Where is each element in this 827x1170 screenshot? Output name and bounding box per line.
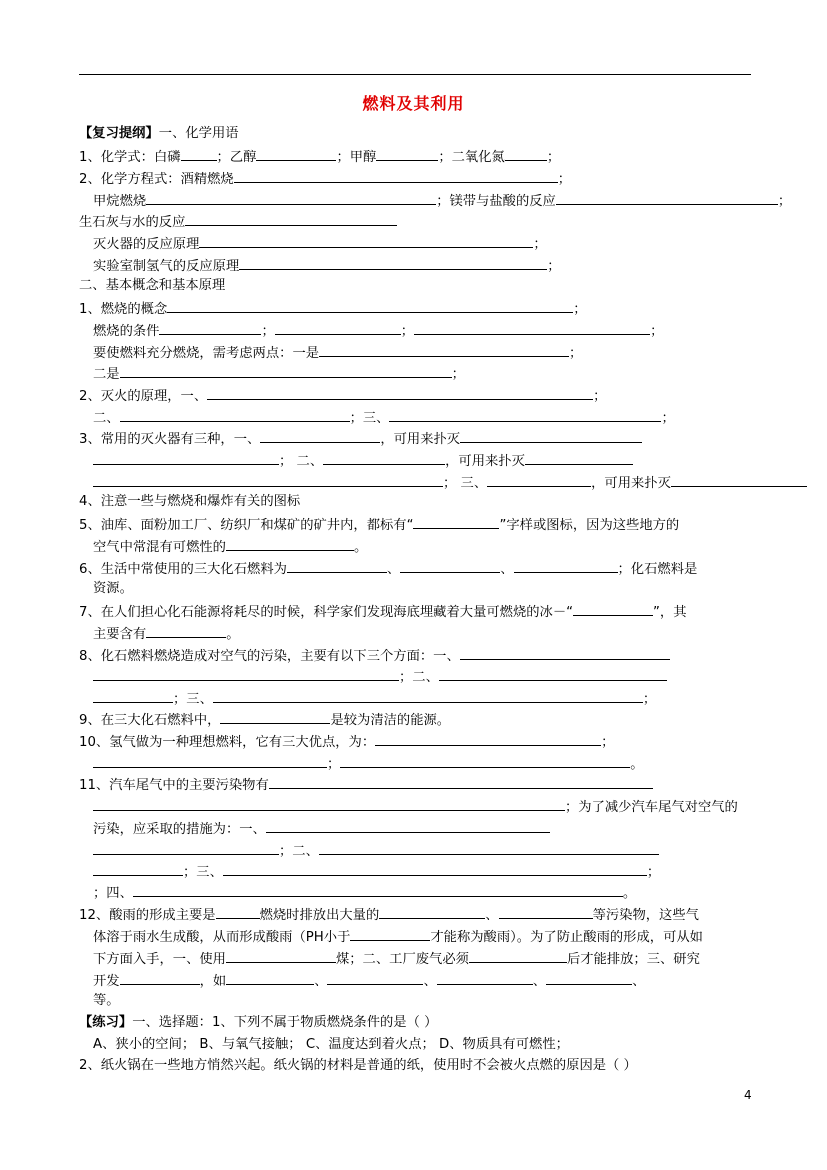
answer-blank[interactable] <box>514 560 618 573</box>
document-line <box>93 322 663 340</box>
answer-blank[interactable] <box>275 322 401 335</box>
line-text: ； <box>451 367 465 382</box>
document-line <box>79 387 606 405</box>
answer-blank[interactable] <box>185 213 397 226</box>
line-text: 、 <box>314 974 328 989</box>
line-text: 燃烧的条件 <box>93 324 160 339</box>
answer-blank[interactable] <box>93 668 399 681</box>
document-line <box>93 928 703 946</box>
answer-blank[interactable] <box>671 474 807 487</box>
answer-blank[interactable] <box>400 560 500 573</box>
page-number: 4 <box>744 1088 752 1102</box>
answer-blank[interactable] <box>220 711 330 724</box>
line-text: ；二、 <box>279 844 319 859</box>
line-text: ； <box>573 302 587 317</box>
answer-blank[interactable] <box>226 972 314 985</box>
line-text: ；为了减少汽车尾气对空气的 <box>565 800 738 815</box>
answer-blank[interactable] <box>266 820 550 833</box>
answer-blank[interactable] <box>319 842 659 855</box>
line-text: 。 <box>622 886 637 901</box>
line-text: ”，其 <box>653 605 687 620</box>
document-line <box>93 690 656 708</box>
line-text: ； <box>661 411 675 426</box>
line-text: 煤；二、工厂废气必须 <box>335 952 469 967</box>
answer-blank[interactable] <box>287 560 387 573</box>
answer-blank[interactable] <box>375 733 601 746</box>
line-text: ；二氧化氮 <box>438 150 505 165</box>
answer-blank[interactable] <box>207 387 593 400</box>
answer-blank[interactable] <box>546 972 632 985</box>
line-text: ； <box>601 735 615 750</box>
document-line <box>79 733 614 751</box>
line-text: 燃烧时排放出大量的 <box>259 908 380 923</box>
line-text: 。 <box>630 757 644 772</box>
document-line <box>93 863 660 881</box>
document-line <box>79 647 670 665</box>
answer-blank[interactable] <box>120 365 452 378</box>
header-rule <box>79 74 751 75</box>
line-text: 二、基本概念和基本原理 <box>79 278 226 293</box>
line-text: ； <box>533 237 547 252</box>
answer-blank[interactable] <box>226 950 336 963</box>
answer-blank[interactable] <box>93 690 173 703</box>
answer-blank[interactable] <box>487 474 591 487</box>
document-line <box>93 842 659 860</box>
document-line <box>79 711 450 729</box>
document-line <box>79 126 239 142</box>
document-line <box>93 538 367 556</box>
document-line <box>93 884 636 902</box>
document-line <box>79 560 697 578</box>
line-text: 、 <box>386 562 401 577</box>
line-text: 体溶于雨水生成酸，从而形成酸雨（PH小于 <box>93 930 351 945</box>
answer-blank[interactable] <box>556 192 778 205</box>
line-text: 甲烷燃烧 <box>93 194 147 209</box>
line-text: 9、在三大化石燃料中， <box>79 713 221 728</box>
answer-blank[interactable] <box>460 647 670 660</box>
line-text: 2、化学方程式：酒精燃烧 <box>79 172 234 187</box>
line-text: ；三、 <box>349 411 390 426</box>
answer-blank[interactable] <box>323 452 445 465</box>
answer-blank[interactable] <box>413 516 499 529</box>
line-text: ； <box>546 150 561 165</box>
line-text: ； <box>400 324 415 339</box>
line-text: ； <box>642 692 657 707</box>
answer-blank[interactable] <box>199 235 533 248</box>
document-line <box>93 1037 569 1053</box>
document-line <box>79 776 653 794</box>
document-line <box>93 993 120 1009</box>
line-text: 后才能排放；三、研究 <box>566 952 700 967</box>
line-text: 主要含有 <box>93 627 147 642</box>
line-text: 、 <box>423 974 437 989</box>
line-text: ；镁带与盐酸的反应 <box>436 194 556 209</box>
answer-blank[interactable] <box>120 409 350 422</box>
line-text: ； <box>650 324 664 339</box>
line-text: 1、化学式：白磷 <box>79 150 181 165</box>
line-text: ，可用来扑灭 <box>445 454 525 469</box>
section-heading: 【复习提纲】 <box>79 126 159 141</box>
answer-blank[interactable] <box>414 322 650 335</box>
document-line <box>93 668 667 686</box>
answer-blank[interactable] <box>376 148 438 161</box>
line-text: ；二、 <box>399 670 439 685</box>
line-text: 12、酸雨的形成主要是 <box>79 908 216 923</box>
line-text: ； <box>261 324 275 339</box>
answer-blank[interactable] <box>93 863 183 876</box>
document-line <box>79 148 560 166</box>
answer-blank[interactable] <box>350 928 430 941</box>
document-line <box>93 755 644 773</box>
line-text: 等。 <box>93 993 120 1008</box>
answer-blank[interactable] <box>505 148 547 161</box>
line-text: 。 <box>226 627 240 642</box>
line-text: 下方面入手，一、使用 <box>93 952 226 967</box>
line-text: 生石灰与水的反应 <box>79 215 186 230</box>
answer-blank[interactable] <box>223 863 647 876</box>
document-line <box>93 257 561 275</box>
answer-blank[interactable] <box>460 430 642 443</box>
line-text: ，可用来扑灭 <box>380 432 461 447</box>
answer-blank[interactable] <box>167 300 573 313</box>
line-text: 11、汽车尾气中的主要污染物有 <box>79 778 269 793</box>
line-text: 污染，应采取的措施为：一、 <box>93 822 266 837</box>
line-text: ；化石燃料是 <box>617 562 698 577</box>
line-text: ；四、 <box>93 886 133 901</box>
line-text: ； <box>569 346 583 361</box>
document-line <box>93 452 633 470</box>
line-text: ，如 <box>199 974 227 989</box>
answer-blank[interactable] <box>499 906 593 919</box>
answer-blank[interactable] <box>327 972 423 985</box>
line-text: 2、纸火锅在一些地方悄然兴起。纸火锅的材料是普通的纸，使用时不会被火点燃的原因是（ ） <box>79 1058 637 1073</box>
document-line <box>79 516 679 534</box>
answer-blank[interactable] <box>256 148 336 161</box>
document-line <box>79 213 397 231</box>
line-text: 7、在人们担心化石能源将耗尽的时候，科学家们发现海底埋藏着大量可燃烧的冰－“ <box>79 605 574 620</box>
line-text: 一、选择题：1、下列不属于物质燃烧条件的是（ ） <box>132 1015 438 1030</box>
document-line <box>79 1058 637 1074</box>
answer-blank[interactable] <box>525 452 633 465</box>
document-line <box>93 820 550 838</box>
answer-blank[interactable] <box>159 322 261 335</box>
line-text: ； <box>646 865 661 880</box>
document-line <box>79 278 225 294</box>
document-line <box>79 603 687 621</box>
document-line <box>93 581 133 597</box>
line-text: 资源。 <box>93 581 133 596</box>
document-line <box>79 430 642 448</box>
document-line <box>93 344 582 362</box>
document-line <box>93 798 738 816</box>
answer-blank[interactable] <box>319 344 569 357</box>
line-text: A、狭小的空间； B、与氧气接触； C、温度达到着火点； D、物质具有可燃性； <box>93 1037 569 1052</box>
document-line <box>93 192 791 210</box>
answer-blank[interactable] <box>120 972 200 985</box>
answer-blank[interactable] <box>93 452 279 465</box>
line-text: 、 <box>632 974 646 989</box>
line-text: 5、油库、面粉加工厂、纺织厂和煤矿的矿井内，都标有“ <box>79 518 414 533</box>
answer-blank[interactable] <box>239 257 547 270</box>
answer-blank[interactable] <box>146 192 436 205</box>
page-title: 燃料及其利用 <box>362 94 465 113</box>
line-text: 10、氢气做为一种理想燃料，它有三大优点，为： <box>79 735 376 750</box>
answer-blank[interactable] <box>469 950 567 963</box>
document-line <box>79 300 587 318</box>
answer-blank[interactable] <box>437 972 533 985</box>
line-text: ；三、 <box>173 692 213 707</box>
answer-blank[interactable] <box>93 755 327 768</box>
line-text: 、 <box>500 562 514 577</box>
answer-blank[interactable] <box>439 668 667 681</box>
answer-blank[interactable] <box>573 603 653 616</box>
answer-blank[interactable] <box>216 906 260 919</box>
document-line <box>93 235 547 253</box>
line-text: ，可用来扑灭 <box>591 476 671 491</box>
line-text: ； <box>593 389 607 404</box>
line-text: 8、化石燃料燃烧造成对空气的污染，主要有以下三个方面：一、 <box>79 649 460 664</box>
answer-blank[interactable] <box>133 884 623 897</box>
line-text: 空气中常混有可燃性的 <box>93 540 226 555</box>
document-line <box>93 972 645 990</box>
line-text: 要使燃料充分燃烧，需考虑两点：一是 <box>93 346 320 361</box>
document-line <box>93 950 700 968</box>
document-line <box>79 170 571 188</box>
answer-blank[interactable] <box>260 430 380 443</box>
line-text: 。 <box>353 540 368 555</box>
line-text: 6、生活中常使用的三大化石燃料为 <box>79 562 287 577</box>
line-text: ； 二、 <box>279 454 324 469</box>
document-line <box>93 409 675 427</box>
document-line <box>93 365 465 383</box>
line-text: 2、灭火的原理，一、 <box>79 389 208 404</box>
document-line <box>93 625 239 643</box>
answer-blank[interactable] <box>213 690 643 703</box>
line-text: ；三、 <box>183 865 223 880</box>
document-line <box>93 474 807 492</box>
answer-blank[interactable] <box>340 755 630 768</box>
line-text: ”字样或图标，因为这些地方的 <box>499 518 680 533</box>
line-text: 实验室制氢气的反应原理 <box>93 259 240 274</box>
line-text: 才能称为酸雨）。为了防止酸雨的形成，可从如 <box>430 930 703 945</box>
document-line <box>79 1015 437 1031</box>
answer-blank[interactable] <box>181 148 217 161</box>
line-text: 一、化学用语 <box>158 126 239 141</box>
line-text: ； <box>547 259 561 274</box>
answer-blank[interactable] <box>234 170 558 183</box>
line-text: ；乙醇 <box>216 150 257 165</box>
line-text: ； <box>777 194 792 209</box>
line-text: 、 <box>532 974 547 989</box>
answer-blank[interactable] <box>269 776 653 789</box>
line-text: 4、注意一些与燃烧和爆炸有关的图标 <box>79 494 301 509</box>
line-text: 是较为清洁的能源。 <box>330 713 451 728</box>
line-text: ； 三、 <box>443 476 488 491</box>
answer-blank[interactable] <box>146 625 226 638</box>
line-text: ； <box>557 172 572 187</box>
answer-blank[interactable] <box>93 798 565 811</box>
document-line <box>79 494 300 510</box>
line-text: 开发 <box>93 974 120 989</box>
line-text: 二是 <box>93 367 120 382</box>
line-text: 、 <box>485 908 499 923</box>
line-text: ； <box>327 757 341 772</box>
line-text: 等污染物，这些气 <box>592 908 699 923</box>
answer-blank[interactable] <box>226 538 354 551</box>
answer-blank[interactable] <box>389 409 661 422</box>
line-text: 二、 <box>93 411 120 426</box>
answer-blank[interactable] <box>93 474 443 487</box>
document-line <box>79 906 699 924</box>
section-heading: 【练习】 <box>79 1015 133 1030</box>
line-text: 3、常用的灭火器有三种，一、 <box>79 432 261 447</box>
line-text: 灭火器的反应原理 <box>93 237 200 252</box>
answer-blank[interactable] <box>93 842 279 855</box>
line-text: ；甲醇 <box>336 150 377 165</box>
line-text: 1、燃烧的概念 <box>79 302 168 317</box>
answer-blank[interactable] <box>379 906 485 919</box>
